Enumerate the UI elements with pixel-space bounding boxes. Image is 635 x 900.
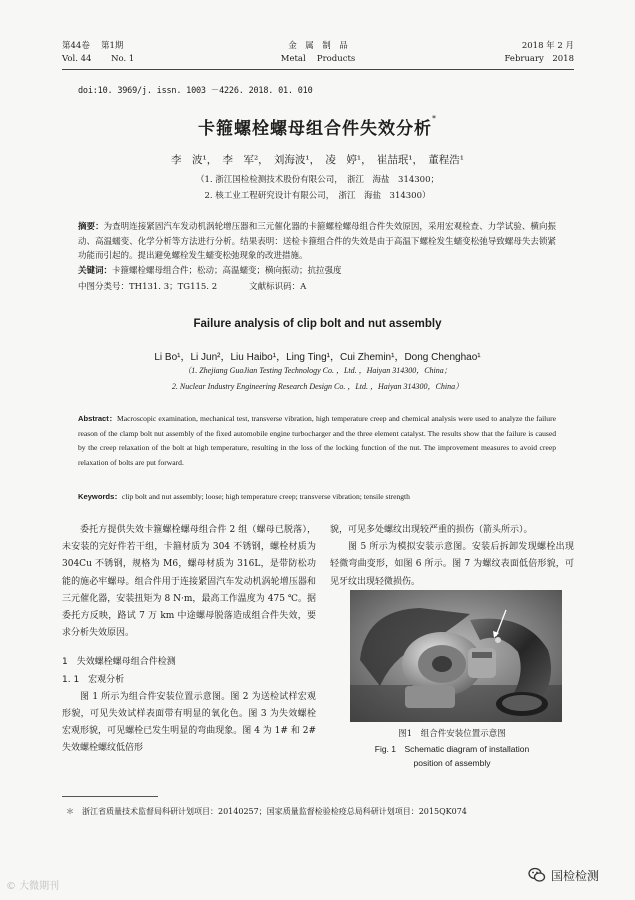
affiliation-zh-1: （1. 浙江国检检测技术股份有限公司， 浙江 海盐 314300； [195,175,439,185]
body-paragraph: 图 1 所示为组合件安装位置示意图。图 2 为送检试样宏观形貌，可见失效试样表面带有明显的氧化色。图 3 为失效螺栓宏观形貌，可见螺栓已发生明显的弯曲现象。图 4 为 1# 和 2# 失效螺栓螺纹低倍形 [62,691,316,754]
figure-1-caption-en-line2: position of assembly [413,758,491,768]
title-footnote-mark: * [432,114,437,123]
section-heading: 1 失效螺栓螺母组合件检测 [62,657,176,668]
document-code: 文献标识码：A [249,282,307,292]
doi: doi:10. 3969/j. issn. 1003 －4226. 2018. 01. 010 [78,86,313,96]
title-en: Failure analysis of clip bolt and nut assembly [193,318,442,330]
figure-1-photo [350,590,562,722]
header-journal: 金 属 制 品 Metal Products [280,41,356,64]
figure-1-caption-en: Fig. 1 Schematic diagram of installation [374,744,530,754]
wechat-icon [528,866,546,884]
abstract-zh [78,220,556,264]
subsection-heading: 1. 1 宏观分析 [62,674,125,685]
keywords-en [78,490,556,504]
authors-en: Li Bo¹，Li Jun²，Liu Haibo¹，Ling Ting¹，Cui Zhemin¹，Dong Chenghao¹ [154,352,481,363]
affiliation-en-1: （1. Zhejiang GuoJian Testing Technology Co. ，Ltd. ，Haiyan 314300，China； [183,366,452,375]
running-header [62,40,574,68]
funding-footnote: ＊ 浙江省质量技术监督局科研计划项目：20140257；国家质量监督检验检疫总局科研计划项目：2015QK074 [66,807,467,816]
title-zh: 卡箍螺栓螺母组合件失效分析* [198,114,437,139]
body-paragraph: 貌，可见多处螺纹出现较严重的损伤（箭头所示）。 [330,525,533,535]
watermark-left: © 大微期刊 [6,881,60,892]
footnote-rule [62,796,158,797]
body-column-left [62,522,316,758]
affiliation-zh-2: 2. 核工业工程研究设计有限公司， 浙江 海盐 314300） [204,191,431,201]
abstract-zh-text: 为查明连接紧固汽车发动机涡轮增压器和三元催化器的卡箍螺栓螺母组合件失效原因，采用宏观检查、力学试验、横向振动、高温蠕变、化学分析等方法进行分析。结果表明：送检卡箍组合件的失效是由于高温下螺栓发生蠕变松弛导致螺母失去锁紧功能而引起的。提出避免螺栓发生蠕变松弛现象的改进措施。 [78,222,556,261]
turbocharger-photo-illustration [350,590,562,722]
affiliation-en-2: 2. Nuclear Industry Engineering Research Design Co. ，Ltd. ，Haiyan 314300，China） [171,382,464,391]
watermark-right [528,864,599,886]
abstract-en [78,412,556,470]
abstract-en-text: Macroscopic examination, mechanical test, transverse vibration, high temperature creep and chemical analysis were used to analyze the failure reason of the clamp bolt nut assembly of the fixed automobile engine turbocharger and the three element catalyst. The results show that the failure is caused by the creep relaxation of the bolt at high temperature, resulting in the loss of the locking function of the nut. The improvement measures to avoid creep relaxation of bolts are put forward. [78,414,556,467]
body-paragraph: 图 5 所示为模拟安装示意图。安装后拆卸发现螺栓出现轻微弯曲变形，如图 6 所示。图 7 为螺纹表面低倍形貌，可见牙纹出现轻微损伤。 [330,542,574,587]
keywords-zh [78,264,556,278]
header-date: 2018 年 2 月 February 2018 [504,41,574,64]
body-column-right [330,522,574,591]
keywords-en-label: Keywords： [78,492,122,501]
body-paragraph: 委托方提供失效卡箍螺栓螺母组合件 2 组（螺母已脱落），未安装的完好件若干组，卡箍材质为 304 不锈钢，螺栓材质为 304Cu 不锈钢，规格为 M6，螺母材质为 316L，是带防松功能的施必牢螺母。组合件用于连接紧固汽车发动机涡轮增压器和三元催化器，安装扭矩为 8 N·m，最高工作温度为 475 ℃。据委托方反映，路试 7 万 km 中途螺母脱落造成组合件失效，要求分析失效原因。 [62,525,316,639]
header-rule [62,69,574,70]
keywords-en-text: clip bolt and nut assembly; loose; high temperature creep; transverse vibration; tensile strength [121,492,410,501]
watermark-right-text: 国检检测 [551,868,600,883]
keywords-zh-label: 关键词： [78,266,113,276]
figure-1-caption-zh: 图1 组合件安装位置示意图 [398,729,506,739]
abstract-zh-label: 摘要： [78,222,104,232]
abstract-en-label: Abstract： [78,414,117,423]
clc-number: 中图分类号：TH131. 3；TG115. 2 [78,282,218,292]
classification-zh [78,280,338,294]
keywords-zh-text: 卡箍螺栓螺母组合件；松动；高温蠕变；横向振动；抗拉强度 [112,266,342,276]
header-volume: 第44卷 第1期 Vol. 44 No. 1 [62,41,135,64]
authors-zh: 李 波¹， 李 军²， 刘海波¹， 凌 婷¹， 崔喆珉¹， 董程浩¹ [170,154,464,166]
